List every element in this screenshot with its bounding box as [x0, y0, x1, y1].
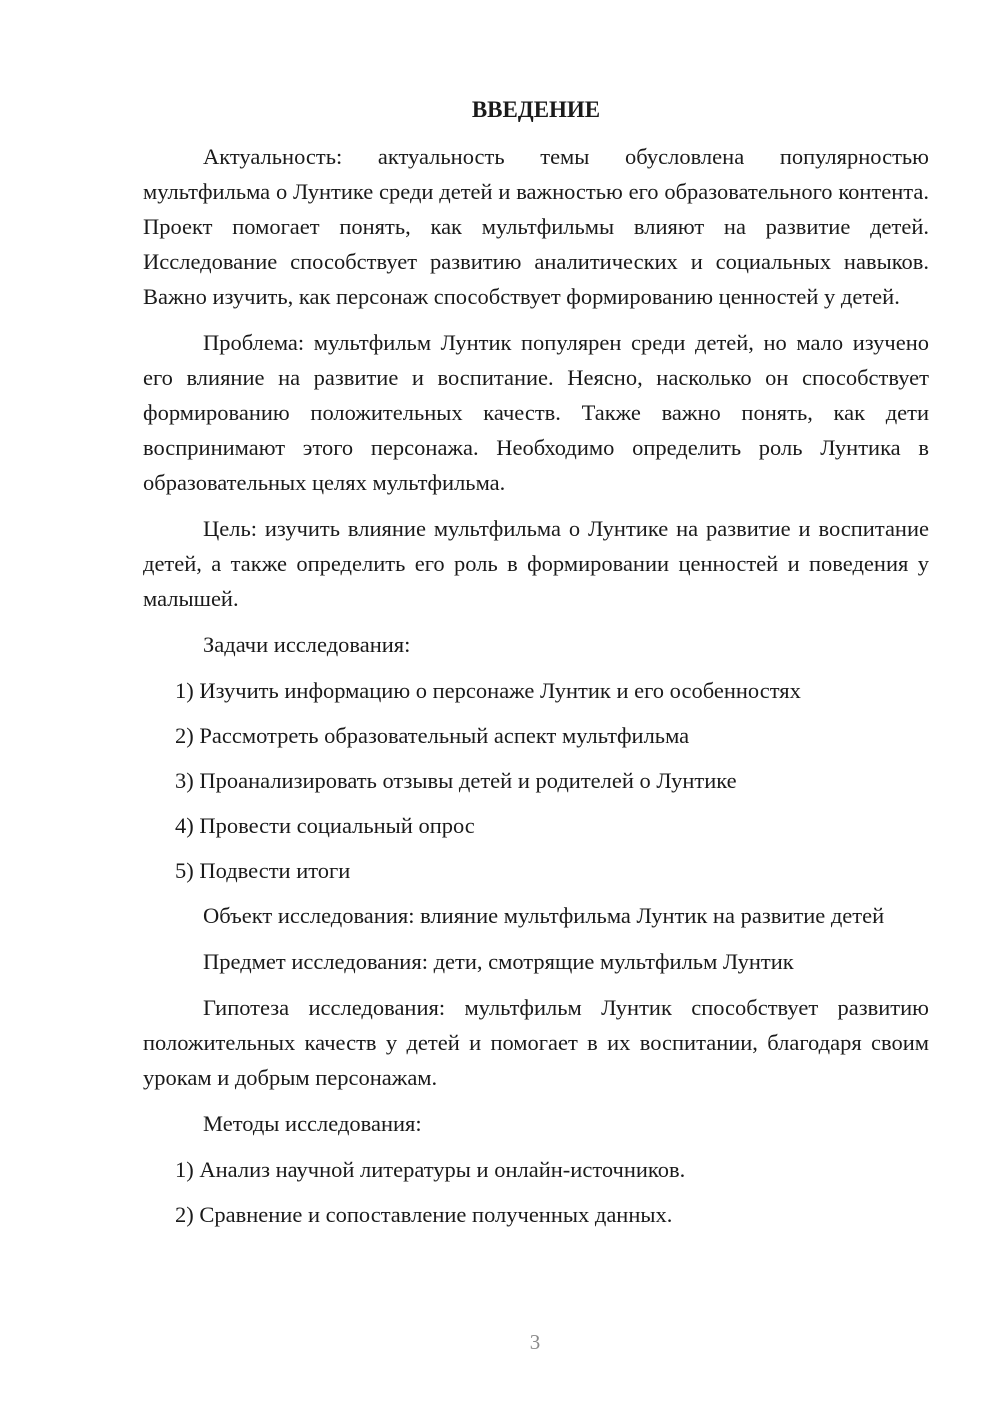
subject-paragraph: Предмет исследования: дети, смотрящие мультфильм Лунтик: [203, 949, 794, 974]
list-item: 5) Подвести итоги: [175, 858, 351, 883]
list-item: 1) Анализ научной литературы и онлайн-источников.: [175, 1157, 686, 1182]
list-item: 4) Провести социальный опрос: [175, 813, 475, 838]
page-number: 3: [529, 1330, 541, 1354]
goal-paragraph: Цель: изучить влияние мультфильма о Лунтике на развитие и воспитание детей, а также определить его роль в формировании ценностей и поведения у малышей.: [143, 516, 929, 611]
list-item: 2) Рассмотреть образовательный аспект мультфильма: [175, 723, 690, 748]
section-heading: ВВЕДЕНИЕ: [471, 97, 601, 122]
list-item: 3) Проанализировать отзывы детей и родителей о Лунтике: [175, 768, 737, 793]
relevance-paragraph: Актуальность: актуальность темы обусловлена популярностью мультфильма о Лунтике среди детей и важностью его образовательного контента. Проект помогает понять, как мультфильмы влияют на развитие детей. Исследование способствует развитию аналитических и социальных навыков. Важно изучить, как персонаж способствует формированию ценностей у детей.: [143, 144, 929, 309]
methods-title: Методы исследования:: [203, 1111, 422, 1136]
tasks-title: Задачи исследования:: [203, 632, 411, 657]
methods-list: [143, 1152, 929, 1232]
hypothesis-paragraph: Гипотеза исследования: мультфильм Лунтик способствует развитию положительных качеств у детей и помогает в их воспитании, благодаря своим урокам и добрым персонажам.: [143, 995, 929, 1090]
object-paragraph: Объект исследования: влияние мультфильма Лунтик на развитие детей: [203, 903, 885, 928]
document-page: [143, 95, 929, 1242]
tasks-list: [143, 673, 929, 888]
list-item: 2) Сравнение и сопоставление полученных данных.: [175, 1202, 673, 1227]
problem-paragraph: Проблема: мультфильм Лунтик популярен среди детей, но мало изучено его влияние на развитие и воспитание. Неясно, насколько он способствует формированию положительных качеств. Также важно понять, как дети воспринимают этого персонажа. Необходимо определить роль Лунтика в образовательных целях мультфильма.: [143, 330, 929, 495]
list-item: 1) Изучить информацию о персонаже Лунтик и его особенностях: [175, 678, 801, 703]
